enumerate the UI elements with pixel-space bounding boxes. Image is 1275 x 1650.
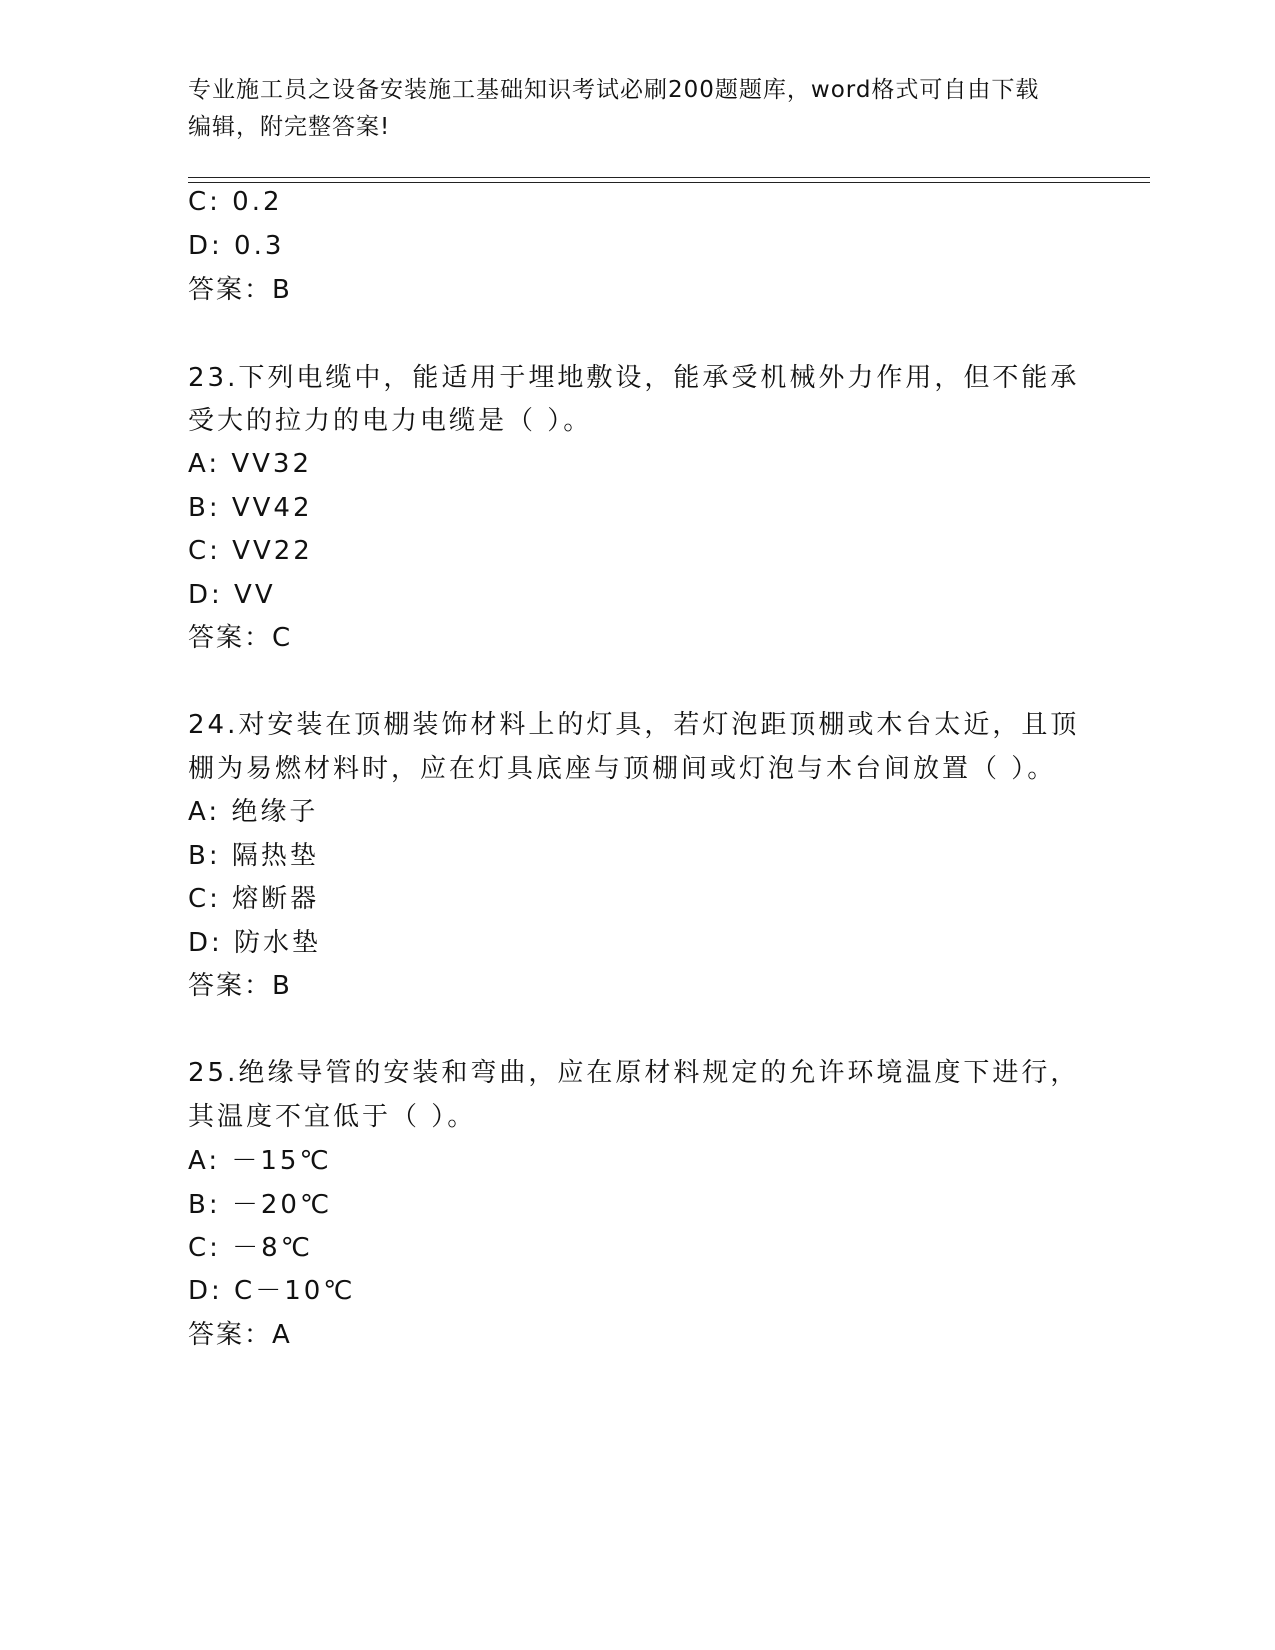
document-header bbox=[188, 72, 1068, 146]
q25-option-a: A: －15℃ bbox=[188, 1146, 332, 1176]
q23-answer: 答案：C bbox=[188, 623, 293, 653]
q25-stem-line-1: 25.绝缘导管的安装和弯曲，应在原材料规定的允许环境温度下进行， bbox=[188, 1058, 1080, 1088]
q22-option-d: D: 0.3 bbox=[188, 231, 285, 261]
q23-option-a: A: VV32 bbox=[188, 449, 313, 479]
q22-option-c: C: 0.2 bbox=[188, 187, 283, 217]
q23-option-c: C: VV22 bbox=[188, 536, 313, 566]
q23-stem-line-2: 受大的拉力的电力电缆是（ ）。 bbox=[188, 406, 593, 436]
q23-stem-line-1: 23.下列电缆中，能适用于埋地敷设，能承受机械外力作用，但不能承 bbox=[188, 363, 1080, 393]
q25-stem-line-2: 其温度不宜低于（ ）。 bbox=[188, 1102, 477, 1132]
q23-option-d: D: VV bbox=[188, 580, 276, 610]
header-divider-bottom bbox=[188, 182, 1150, 183]
header-title-line-2: 编辑，附完整答案! bbox=[188, 114, 391, 140]
q23-option-b: B: VV42 bbox=[188, 493, 313, 523]
header-divider-top bbox=[188, 177, 1150, 178]
q24-option-c: C: 熔断器 bbox=[188, 884, 320, 914]
q24-stem-line-2: 棚为易燃材料时，应在灯具底座与顶棚间或灯泡与木台间放置（ ）。 bbox=[188, 754, 1057, 784]
q24-stem-line-1: 24.对安装在顶棚装饰材料上的灯具，若灯泡距顶棚或木台太近，且顶 bbox=[188, 710, 1080, 740]
q24-option-b: B: 隔热垫 bbox=[188, 841, 319, 871]
q25-option-d: D: C－10℃ bbox=[188, 1276, 356, 1306]
q25-answer: 答案：A bbox=[188, 1320, 292, 1350]
q25-option-c: C: －8℃ bbox=[188, 1233, 313, 1263]
q24-answer: 答案：B bbox=[188, 971, 292, 1001]
q24-option-d: D: 防水垫 bbox=[188, 928, 322, 958]
q25-option-b: B: －20℃ bbox=[188, 1190, 333, 1220]
q24-option-a: A: 绝缘子 bbox=[188, 797, 319, 827]
q22-answer: 答案：B bbox=[188, 275, 292, 305]
header-title-line-1: 专业施工员之设备安装施工基础知识考试必刷200题题库，word格式可自由下载 bbox=[188, 77, 1040, 103]
